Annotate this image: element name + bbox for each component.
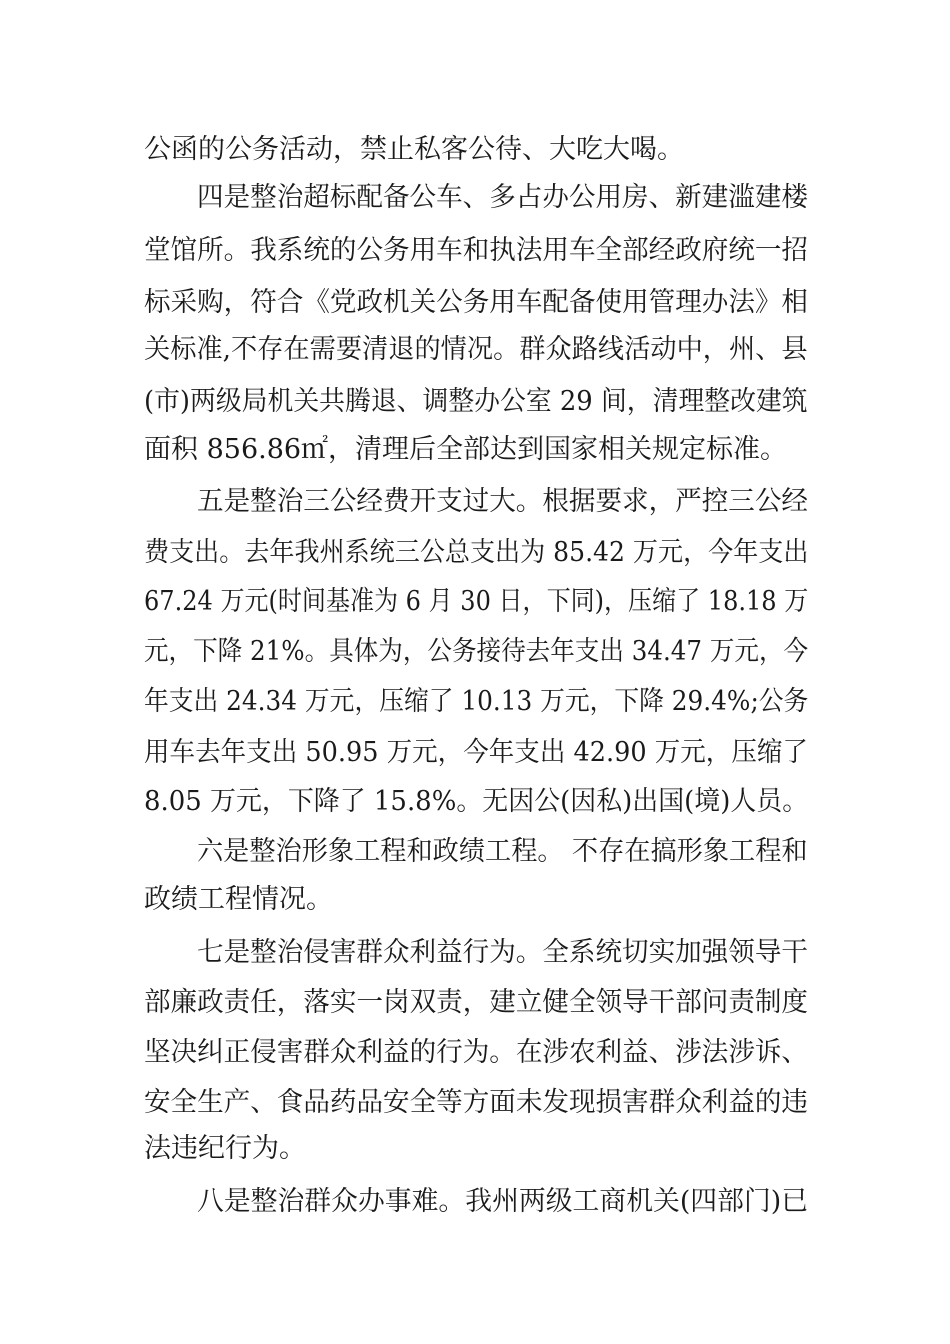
text-line: 年支出 24.34 万元，压缩了 10.13 万元，下降 29.4%;公务 (144, 686, 809, 717)
text-line: 政绩工程情况。 (144, 884, 333, 915)
text-line: 法违纪行为。 (144, 1133, 306, 1164)
text-line: 元，下降 21%。具体为，公务接待去年支出 34.47 万元，今 (144, 636, 809, 667)
text-line: 四是整治超标配备公车、多占办公用房、新建滥建楼 (197, 182, 809, 213)
text-line: 七是整治侵害群众利益行为。全系统切实加强领导干 (197, 937, 809, 968)
text-line: 费支出。去年我州系统三公总支出为 85.42 万元，今年支出 (144, 537, 809, 568)
text-line: 用车去年支出 50.95 万元，今年支出 42.90 万元，压缩了 (144, 737, 808, 768)
text-line: 部廉政责任，落实一岗双责，建立健全领导干部问责制度 (144, 987, 808, 1018)
text-line: 面积 856.86㎡，清理后全部达到国家相关规定标准。 (144, 434, 788, 465)
text-line: 八是整治群众办事难。我州两级工商机关(四部门)已 (197, 1186, 809, 1217)
text-line: 堂馆所。我系统的公务用车和执法用车全部经政府统一招 (144, 235, 808, 266)
text-line: 标采购，符合《党政机关公务用车配备使用管理办法》相 (144, 287, 808, 318)
text-line: 关标准,不存在需要清退的情况。群众路线活动中，州、县 (144, 334, 808, 365)
text-line: 五是整治三公经费开支过大。根据要求，严控三公经 (197, 486, 809, 517)
text-line: 公函的公务活动，禁止私客公待、大吃大喝。 (144, 134, 684, 165)
text-line: 坚决纠正侵害群众利益的行为。在涉农利益、涉法涉诉、 (144, 1037, 808, 1068)
text-line: (市)两级局机关共腾退、调整办公室 29 间，清理整改建筑 (144, 386, 808, 417)
text-line: 67.24 万元(时间基准为 6 月 30 日，下同)，压缩了 18.18 万 (144, 586, 809, 617)
text-line: 8.05 万元，下降了 15.8%。无因公(因私)出国(境)人员。 (144, 786, 809, 817)
text-line: 安全生产、食品药品安全等方面未发现损害群众利益的违 (144, 1087, 808, 1118)
text-line: 六是整治形象工程和政绩工程。 不存在搞形象工程和 (197, 836, 808, 867)
